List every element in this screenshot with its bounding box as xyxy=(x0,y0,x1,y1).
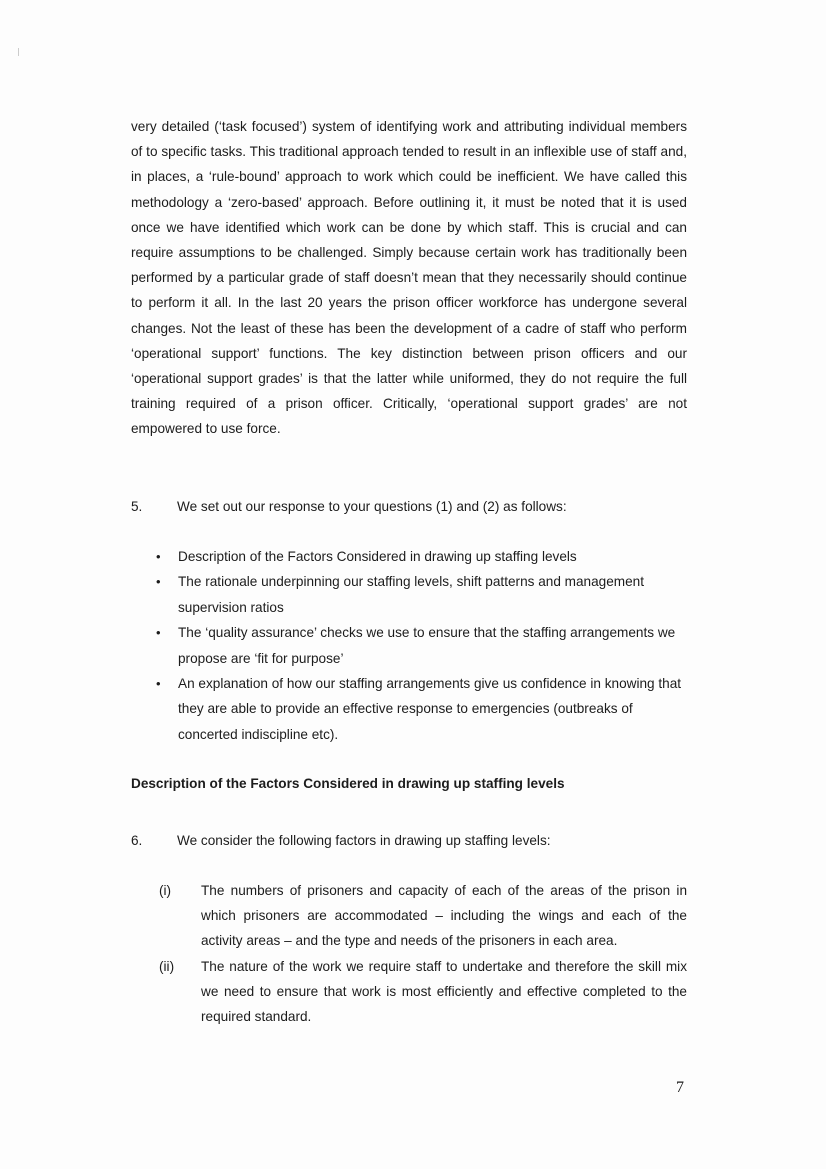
section-heading: Description of the Factors Considered in drawing up staffing levels xyxy=(131,776,565,791)
list-item: • An explanation of how our staffing arrangements give us confidence in knowing that they are able to provide an effective response to emergencies (outbreaks of concerted indiscipline etc). xyxy=(131,671,691,747)
bullet-icon: • xyxy=(156,574,161,590)
scan-mark xyxy=(18,48,19,56)
page-number: 7 xyxy=(676,1079,684,1096)
list-item: (i) The numbers of prisoners and capacity of each of the areas of the prison in which prisoners are accommodated – including the wings and each of the activity areas – and the type and needs of the prisoners in each area. xyxy=(131,878,687,954)
list-item: (ii) The nature of the work we require staff to undertake and therefore the skill mix we need to ensure that work is most efficiently and effective completed to the required standard. xyxy=(131,954,687,1030)
response-bullet-list xyxy=(131,544,691,747)
paragraph-text: We consider the following factors in drawing up staffing levels: xyxy=(177,833,551,848)
list-item: • The ‘quality assurance’ checks we use to ensure that the staffing arrangements we propose are ‘fit for purpose’ xyxy=(131,620,691,671)
factors-list xyxy=(131,878,687,1029)
bullet-icon: • xyxy=(156,625,161,641)
paragraph-number: 6. xyxy=(131,833,143,848)
paragraph-number: 5. xyxy=(131,499,143,514)
list-item: • Description of the Factors Considered in drawing up staffing levels xyxy=(131,544,691,569)
intro-paragraph: very detailed (‘task focused’) system of identifying work and attributing individual members of to specific tasks. This traditional approach tended to result in an inflexible use of staff and, in places, a ‘rule-bound’ approach to work which could be inefficient. We have called this methodology a ‘zero-based’ approach. Before outlining it, it must be noted that it is used once we have identified which work can be done by which staff. This is crucial and can require assumptions to be challenged. Simply because certain work has traditionally been performed by a particular grade of staff doesn’t mean that they necessarily should continue to perform it all. In the last 20 years the prison officer workforce has undergone several changes. Not the least of these has been the development of a cadre of staff who perform ‘operational support’ functions. The key distinction between prison officers and our ‘operational support grades’ is that the latter while uniformed, they do not require the full training required of a prison officer. Critically, ‘operational support grades’ are not empowered to use force. xyxy=(131,119,687,437)
list-item: • The rationale underpinning our staffing levels, shift patterns and management supervision ratios xyxy=(131,569,691,620)
item-label: (i) xyxy=(159,883,172,898)
bullet-icon: • xyxy=(156,676,161,692)
item-label: (ii) xyxy=(159,958,175,974)
paragraph-text: We set out our response to your questions (1) and (2) as follows: xyxy=(177,499,567,514)
bullet-icon: • xyxy=(156,549,161,564)
